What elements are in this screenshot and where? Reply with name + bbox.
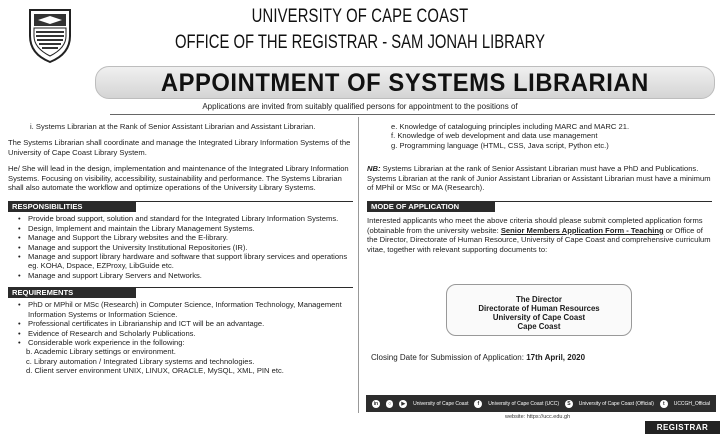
twitter-label[interactable]: UCCGH_Official: [673, 400, 711, 407]
list-item: • Manage and support Library Servers and Networks.: [8, 271, 353, 280]
address-line: Directorate of Human Resources: [478, 304, 600, 313]
nb-text: Systems Librarian at the rank of Senior Assistant Librarian must have a PhD and Publications. Systems Librarian at the rank of Junior Assistant Librarian or Assistant Librarian must have a minimum of MPhil or MSc or MA (Research).: [367, 164, 711, 193]
skype-label[interactable]: University of Cape Coast (Official): [578, 400, 654, 407]
mode-text-end: or Office of the Director, Directorate of Human Resource, University of Cape Coast and comprehensive curriculum vitae, together with relevant supporting documents to:: [367, 225, 711, 254]
position-item: i. Systems Librarian at the Rank of Senior Assistant Librarian and Assistant Librarian.: [30, 122, 316, 131]
nb-note: [367, 164, 712, 192]
linkedin-icon[interactable]: in: [373, 400, 379, 407]
responsibilities-heading: RESPONSIBILITIES: [8, 202, 136, 212]
list-item: • Considerable work experience in the following:: [8, 338, 353, 347]
address-line: Cape Coast: [517, 322, 561, 331]
application-form-link[interactable]: Senior Members Application Form - Teaching: [500, 225, 664, 235]
list-item: • PhD or MPhil or MSc (Research) in Computer Science, Information Technology, Management Information Systems or Information Science.: [8, 300, 353, 319]
list-item: • Evidence of Research and Scholarly Publications.: [8, 329, 353, 338]
youtube-label[interactable]: University of Cape Coast: [413, 400, 469, 407]
address-box: [446, 284, 632, 336]
responsibilities-list: [8, 214, 353, 280]
title-banner: [95, 66, 715, 99]
address-line: The Director: [516, 295, 562, 304]
list-item: • Professional certificates in Librarianship and ICT will be an advantage.: [8, 319, 353, 328]
right-column: [367, 122, 712, 254]
university-name: UNIVERSITY OF CAPE COAST: [251, 6, 469, 27]
requirements-heading: REQUIREMENTS: [8, 288, 136, 298]
list-item: • Manage and support the University Institutional Repositories (IR).: [8, 243, 353, 252]
closing-date: [371, 353, 585, 362]
list-item: g. Programming language (HTML, CSS, Java script, Python etc.): [391, 140, 609, 150]
skype-icon[interactable]: S: [565, 400, 573, 408]
coordination-paragraph: The Systems Librarian shall coordinate and manage the Integrated Library Information Systems of the University of Cape Coast Library System.: [8, 138, 351, 157]
mode-text-start: Interested applicants who meet the above criteria should please submit completed application forms (obtainable from the university website:: [367, 216, 703, 235]
facebook-label[interactable]: University of Cape Coast (UCC): [488, 400, 560, 407]
design-paragraph: He/ She will lead in the design, implementation and maintenance of the Integrated Library Information Systems. Focusing on visibility, accessibility, sustainability and performance. The Systems Librarian shall also automate the workflow and optimize operations of the University Library Systems.: [8, 164, 349, 193]
column-divider: [358, 117, 359, 413]
list-item: • Manage and Support the Library websites and the E-library.: [8, 233, 353, 242]
instagram-icon[interactable]: ○: [386, 400, 394, 408]
list-item: • Manage and support library hardware and software that support library services and operations eg. KOHA, Dspace, EZProxy, LibGuide etc.: [8, 252, 353, 271]
address-line: University of Cape Coast: [492, 313, 586, 322]
list-item: f. Knowledge of web development and data use management: [391, 131, 598, 141]
page-title: APPOINTMENT OF SYSTEMS LIBRARIAN: [160, 69, 649, 97]
office-name: OFFICE OF THE REGISTRAR - SAM JONAH LIBRARY: [174, 32, 546, 53]
list-item: b. Academic Library settings or environment.: [26, 347, 176, 357]
closing-date-value: 17th April, 2020: [526, 353, 586, 362]
youtube-icon[interactable]: ▶: [401, 400, 406, 407]
university-crest-logo: [26, 6, 74, 64]
registrar-signatory: REGISTRAR: [645, 421, 720, 434]
list-item: • Provide broad support, solution and standard for the Integrated Library Information Systems.: [8, 214, 353, 223]
header-divider: [110, 114, 715, 115]
social-footer: [366, 395, 716, 412]
list-item: d. Client server environment UNIX, LINUX, ORACLE, MySQL, XML, PIN etc.: [26, 366, 284, 376]
requirements-list: [8, 300, 353, 375]
list-item: e. Knowledge of cataloguing principles including MARC and MARC 21.: [391, 122, 630, 131]
website-link[interactable]: website: https://ucc.edu.gh: [505, 414, 571, 420]
mode-paragraph: [367, 216, 712, 254]
list-item: • Design, Implement and maintain the Library Management Systems.: [8, 224, 353, 233]
list-item: c. Library automation / Integrated Library systems and technologies.: [26, 356, 255, 366]
closing-label: Closing Date for Submission of Application:: [371, 353, 527, 362]
nb-label: NB:: [367, 164, 381, 174]
facebook-icon[interactable]: f: [474, 400, 482, 408]
intro-text: Applications are invited from suitably qualified persons for appointment to the positions of: [202, 102, 518, 111]
mode-heading: MODE OF APPLICATION: [367, 202, 495, 212]
left-column: [8, 122, 353, 376]
twitter-icon[interactable]: t: [660, 400, 668, 408]
